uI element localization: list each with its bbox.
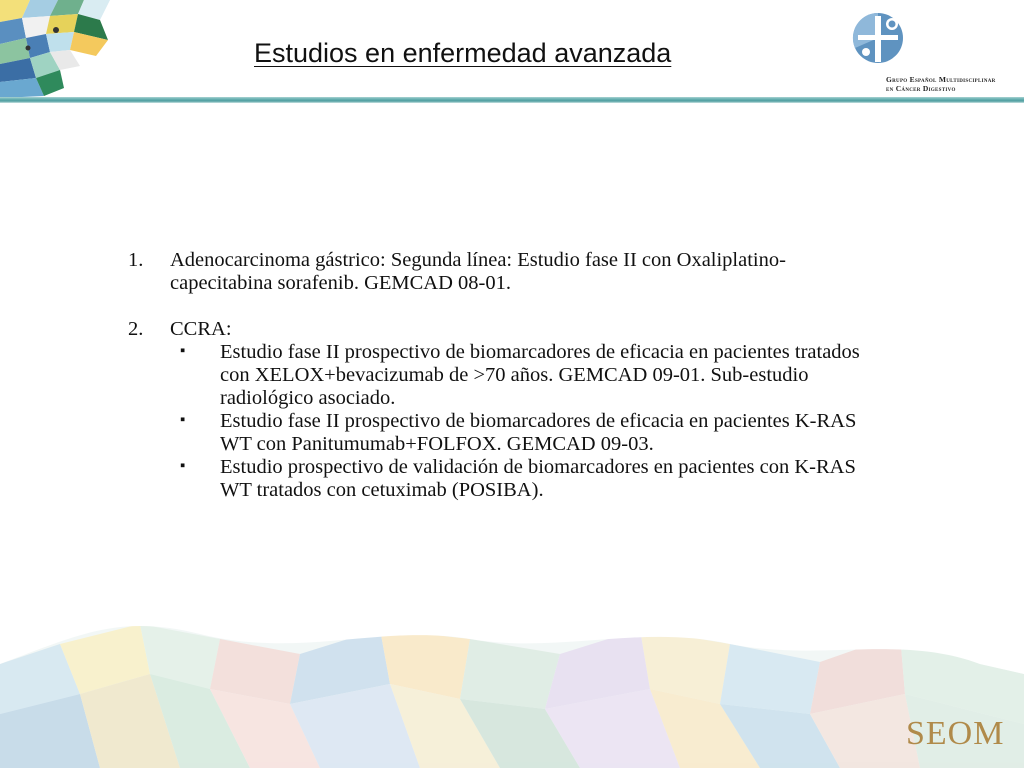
sub-list-item: [128, 410, 958, 456]
mosaic-decoration-bottom: [0, 604, 1024, 768]
sub-item-text: radiológico asociado.: [220, 387, 396, 409]
sub-item-text: Estudio fase II prospectivo de biomarcadores de eficacia en pacientes K-RAS: [220, 410, 857, 432]
gemcad-logo: [846, 10, 1024, 93]
list-item: [128, 249, 958, 295]
list-item-text: capecitabina sorafenib. GEMCAD 08-01.: [170, 272, 511, 294]
list-item-number: 2.: [128, 318, 144, 340]
sub-item-text: WT tratados con cetuximab (POSIBA).: [220, 479, 544, 501]
list-item-number: 1.: [128, 249, 144, 271]
bullet-square-icon: ▪: [180, 343, 186, 359]
list-item: [128, 318, 958, 341]
gemcad-emblem-icon: [846, 10, 912, 70]
sub-item-text: Estudio fase II prospectivo de biomarcadores de eficacia en pacientes tratados: [220, 341, 860, 363]
gemcad-logo-text: [886, 75, 996, 93]
page-title: Estudios en enfermedad avanzada: [254, 38, 672, 68]
bullet-square-icon: ▪: [180, 412, 186, 428]
sub-item-text: con XELOX+bevacizumab de >70 años. GEMCAD 09-01. Sub-estudio: [220, 364, 809, 386]
seom-logo: SEOM: [906, 715, 1005, 752]
sub-item-text: Estudio prospectivo de validación de biomarcadores en pacientes con K-RAS: [220, 456, 856, 478]
study-list: [128, 249, 958, 502]
list-item-text: Adenocarcinoma gástrico: Segunda línea: Estudio fase II con Oxaliplatino-: [170, 249, 786, 271]
bullet-square-icon: ▪: [180, 458, 186, 474]
sub-list-item: [128, 341, 958, 410]
sub-list-item: [128, 456, 958, 502]
list-item-text: CCRA:: [170, 318, 232, 340]
header-rule: [0, 97, 1024, 103]
logo-line-1: Grupo Español Multidisciplinar: [886, 75, 996, 84]
mosaic-decoration-top: [0, 0, 120, 100]
logo-line-2: en Cáncer Digestivo: [886, 84, 956, 93]
sub-item-text: WT con Panitumumab+FOLFOX. GEMCAD 09-03.: [220, 433, 654, 455]
